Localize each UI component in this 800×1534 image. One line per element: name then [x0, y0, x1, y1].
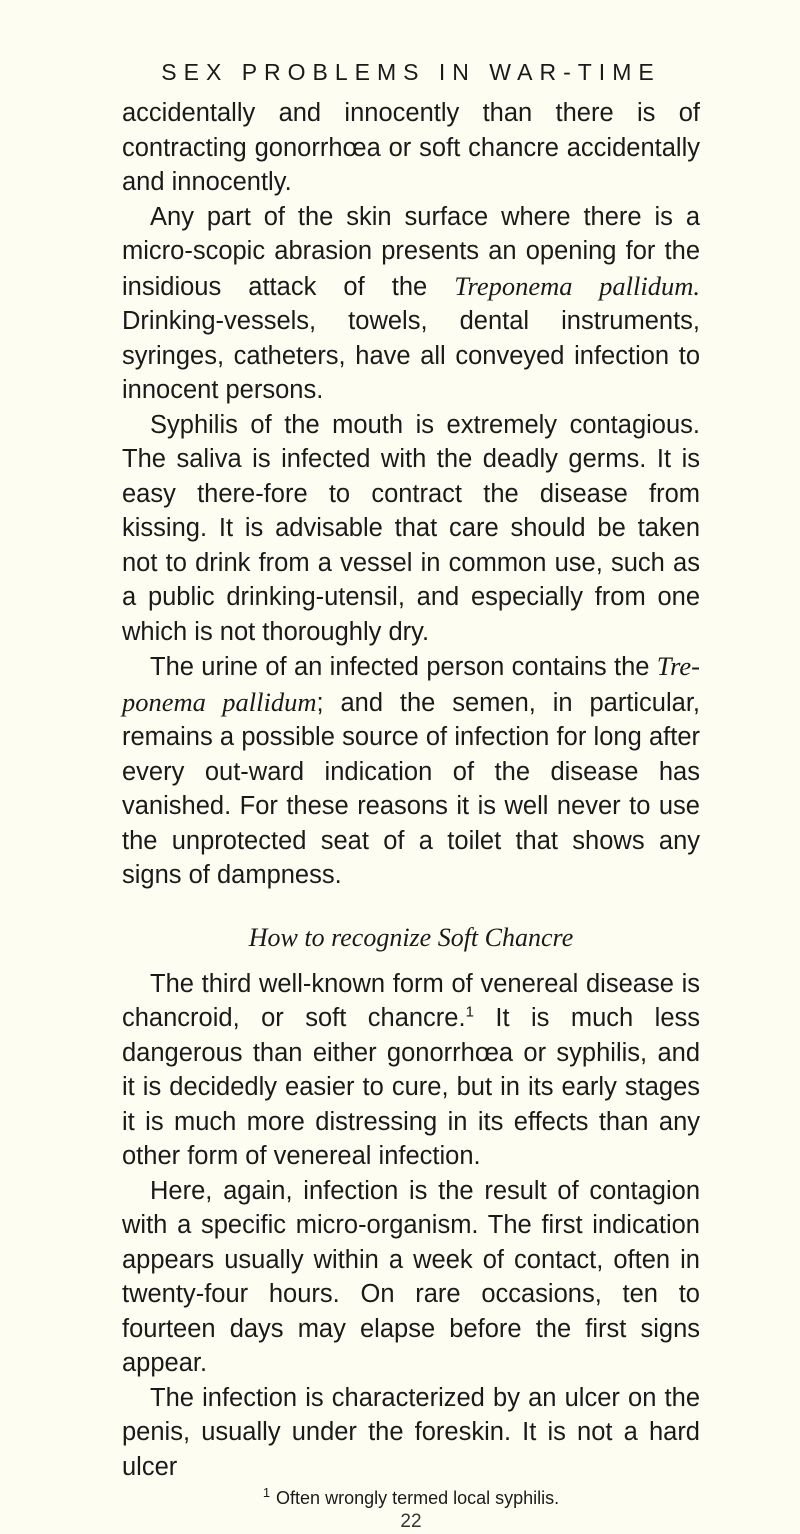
footnote-reference: 1	[465, 1003, 474, 1021]
paragraph-4-text-b: ; and the semen, in particular, remains a possible source of infection for long after every out-ward indication of the disease has vanished. For these reasons it is well never to use the unprotected seat of a toilet that shows any signs of dampness.	[122, 688, 701, 889]
paragraph-2-italic: Treponema pallidum.	[454, 270, 700, 301]
paragraph-7: The infection is characterized by an ulcer on the penis, usually under the foreskin. It is not a hard ulcer	[122, 1383, 700, 1481]
footnote-mark: 1	[262, 1485, 271, 1500]
paragraph-1: accidentally and innocently than there is of contracting gonorrhœa or soft chancre accidentally and innocently.	[122, 99, 700, 196]
paragraph-4-italic: Tre-ponema pallidum	[122, 651, 700, 717]
paragraph-4-text-a: The urine of an infected person contains the	[150, 653, 657, 681]
footnote	[122, 1486, 700, 1510]
paragraph-2-text-a: Any part of the skin surface where there is a micro-scopic abrasion presents an opening for the insidious attack of the	[122, 202, 700, 301]
section-subheading: How to recognize Soft Chancre	[248, 922, 574, 952]
paragraph-5-text-b: It is much less dangerous than either gonorrhœa or syphilis, and it is decidedly easier to cure, but in its early stages it is much more distressing in its effects than any other form of venereal infection.	[122, 1004, 700, 1170]
paragraph-2	[122, 200, 700, 408]
paragraph-4	[122, 649, 700, 893]
paragraph-3: Syphilis of the mouth is extremely contagious. The saliva is infected with the deadly germs. It is easy there-fore to contract the disease from kissing. It is advisable that care should be taken not to drink from a vessel in common use, such as a public drinking-utensil, and especially from one which is not thoroughly dry.	[122, 410, 700, 646]
book-page	[122, 58, 700, 1534]
footnote-text: Often wrongly termed local syphilis.	[276, 1488, 560, 1508]
running-head: SEX PROBLEMS IN WAR-TIME	[161, 59, 661, 85]
paragraph-2-text-b: Drinking-vessels, towels, dental instruments, syringes, catheters, have all conveyed infection to innocent persons.	[122, 307, 700, 404]
paragraph-6: Here, again, infection is the result of contagion with a specific micro-organism. The first indication appears usually within a week of contact, often in twenty-four hours. On rare occasions, ten to fourteen days may elapse before the first signs appear.	[122, 1176, 700, 1377]
paragraph-5-text-a: The third well-known form of venereal disease is chancroid, or soft chancre.	[122, 969, 700, 1032]
paragraph-5	[122, 967, 700, 1174]
page-number: 22	[400, 1511, 422, 1532]
